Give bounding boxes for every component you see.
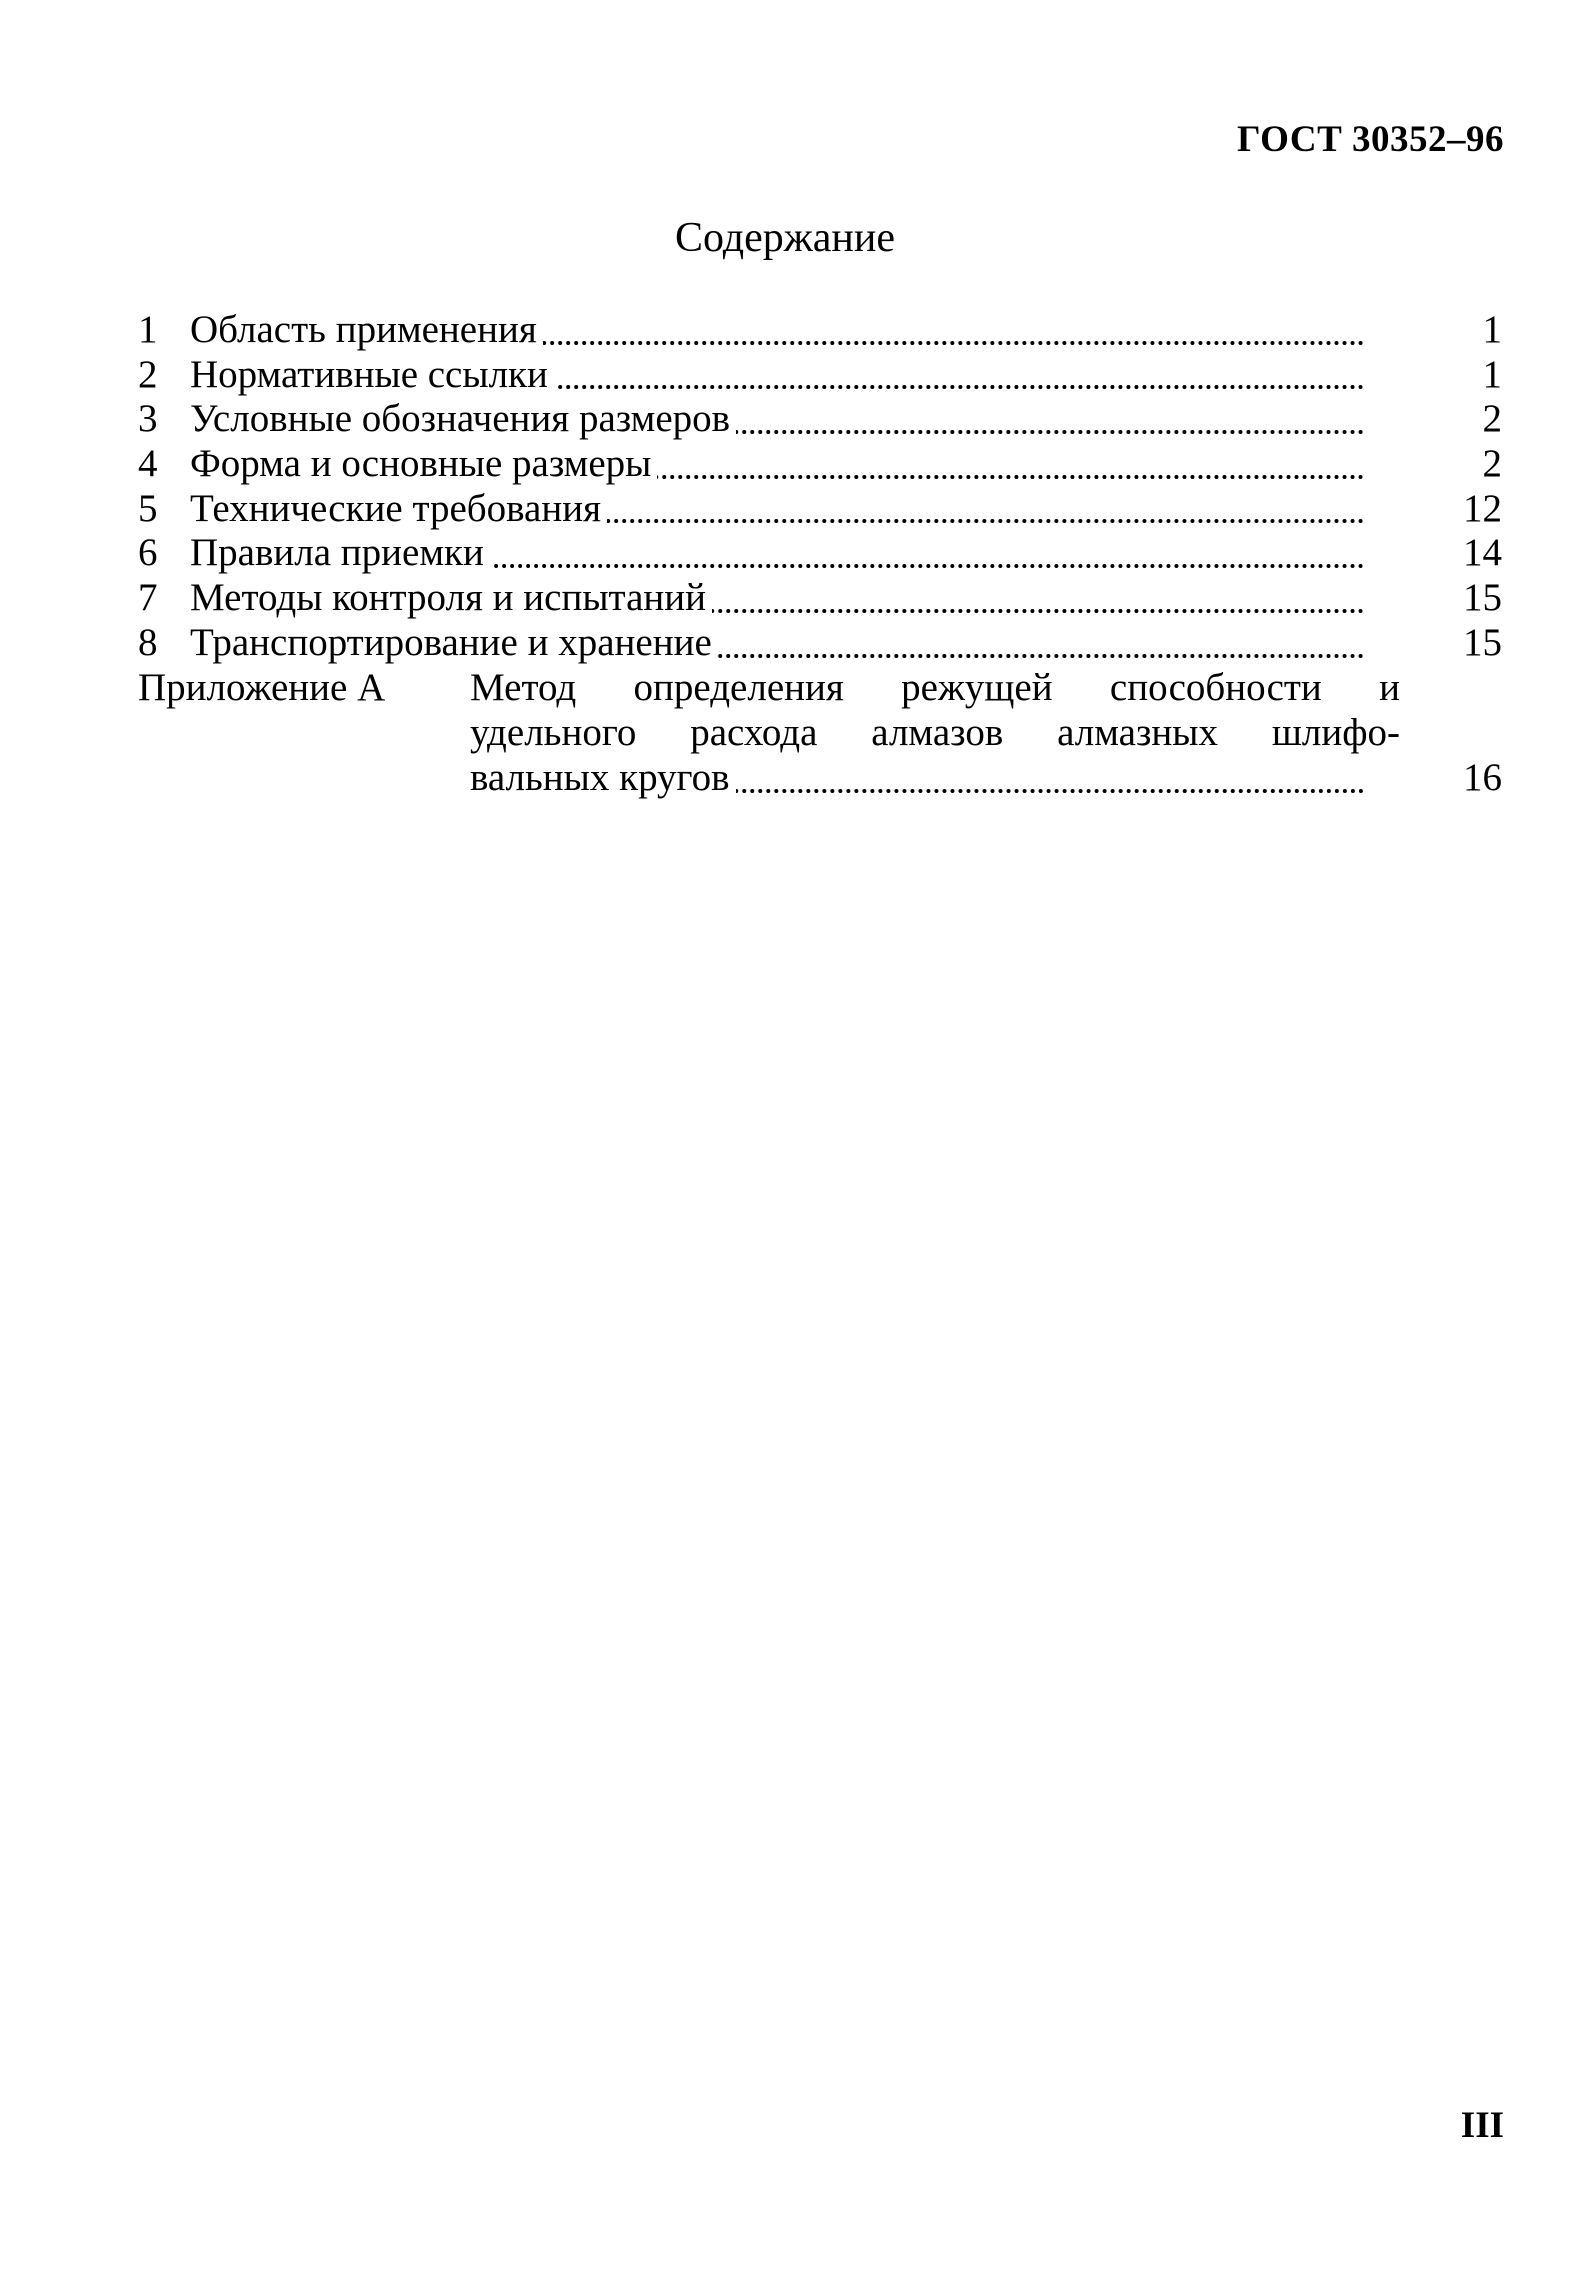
page-number: III xyxy=(1460,2105,1504,2146)
toc-entry xyxy=(138,531,1502,576)
toc-entry xyxy=(138,397,1502,442)
toc-entry-page: 12 xyxy=(1463,486,1502,530)
toc-entry-title: Методы контроля и испытаний xyxy=(190,576,712,621)
toc-entry-number: 2 xyxy=(138,352,158,396)
toc-entry-title: Нормативные ссылки xyxy=(190,353,554,398)
toc-entry xyxy=(138,576,1502,621)
toc-entry-number: 8 xyxy=(138,620,158,664)
toc-entry-number: 5 xyxy=(138,486,158,530)
toc-entry xyxy=(138,442,1502,487)
toc-entry-number: 6 xyxy=(138,531,158,575)
toc-entry xyxy=(138,487,1502,532)
toc-entry-title: Область применения xyxy=(190,308,543,353)
toc-entry-number: 1 xyxy=(138,308,158,351)
toc-entry-title: Транспортирование и хранение xyxy=(190,621,718,666)
toc-entry-page: 2 xyxy=(1482,397,1502,441)
annex-title-line-3: вальных кругов xyxy=(470,755,736,800)
toc-entry-page: 14 xyxy=(1463,531,1502,575)
toc-entry-page: 1 xyxy=(1482,308,1502,351)
toc-entry-number: 4 xyxy=(138,442,158,486)
toc-entry-title: Условные обозначения размеров xyxy=(190,397,736,442)
toc-entry-page: 15 xyxy=(1463,620,1502,664)
toc-entry-number: 7 xyxy=(138,576,158,620)
toc-entry-number: 3 xyxy=(138,397,158,441)
toc-entry xyxy=(138,621,1502,666)
toc-entry xyxy=(138,353,1502,398)
annex-title-line-2: удельного расхода алмазов алмазных шлифо- xyxy=(470,711,1400,754)
toc-entry-title: Правила приемки xyxy=(190,531,490,576)
toc-title: Содержание xyxy=(674,215,896,261)
toc-entry-title: Форма и основные размеры xyxy=(190,442,657,487)
document-code: ГОСТ 30352–96 xyxy=(1237,119,1504,160)
toc-entry-page: 15 xyxy=(1463,576,1502,620)
toc-entry-page: 1 xyxy=(1482,352,1502,396)
table-of-contents xyxy=(138,308,1502,666)
annex-page: 16 xyxy=(1463,756,1502,799)
toc-entry xyxy=(138,308,1502,353)
annex-prefix: Приложение А xyxy=(138,666,386,709)
toc-entry-page: 2 xyxy=(1482,442,1502,486)
annex-title-line-1: Метод определения режущей способности и xyxy=(470,666,1400,709)
toc-entry-title: Технические требования xyxy=(190,487,607,532)
